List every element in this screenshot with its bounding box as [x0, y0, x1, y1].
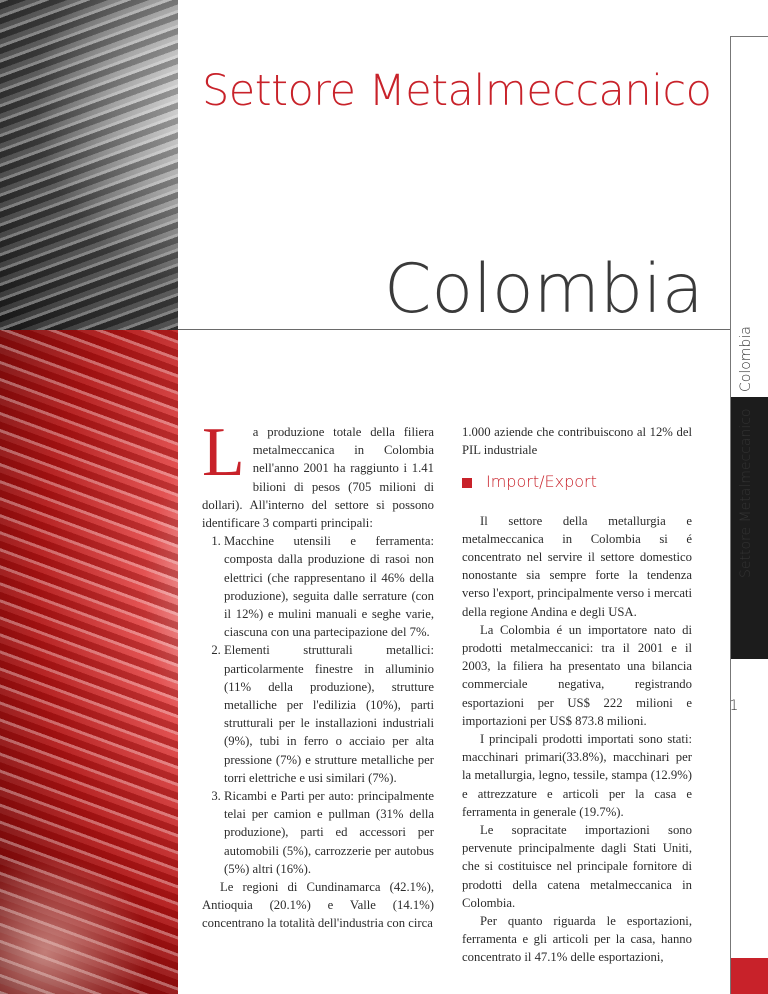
country-title: Colombia: [384, 250, 704, 329]
section-title: Import/Export: [486, 472, 597, 492]
side-tab-marker: [731, 958, 768, 994]
drop-cap: L: [202, 414, 245, 491]
paragraph: Per quanto riguarda le esportazioni, ferramenta e gli articoli per la casa, hanno concentrato il 47.1% delle esportazioni,: [462, 914, 692, 965]
side-sector-label: Settore Metalmeccanico: [738, 408, 754, 578]
turbine-photo-bottom: [0, 330, 178, 994]
regions-paragraph: Le regioni di Cundinamarca (42.1%), Antioquia (20.1%) e Valle (14.1%) concentrano la totalità dell'industria con circa: [202, 880, 434, 931]
paragraph: La Colombia é un importatore nato di prodotti metalmeccanici: tra il 2001 e il 2003, la filiera ha presentato una bilancia commerciale negativa, registrando esportazioni per US$ 222 milioni e importazioni per US$ 873.8 milioni.: [462, 622, 692, 728]
side-country-label: Colombia: [738, 326, 754, 392]
article-column-right: [462, 423, 692, 967]
page-title: Settore Metalmeccanico: [202, 66, 712, 116]
paragraph: Le sopracitate importazioni sono pervenute principalmente dagli Stati Uniti, che si costituisce nel principale fornitore di prodotti della catena metalmeccanica in Colombia.: [462, 823, 692, 910]
turbine-photo-top: [0, 0, 178, 330]
paragraph: Il settore della metallurgia e metalmeccanica in Colombia si é concentrato nel servire il settore domestico nonostante sia sempre forte la tendenza verso l'export, principalmente verso i mercati della regione Andina e degli USA.: [462, 513, 692, 619]
page-number: 1: [729, 698, 739, 714]
regions-paragraph-continued: 1.000 aziende che contribuiscono al 12% del PIL industriale: [462, 425, 692, 458]
list-item: 3. Ricambi e Parti per auto: principalmente telai per camion e pullman (31% della produzione), parti ed accessori per automobili (5%), carrozzerie per autobus (5%) altri (16%).: [224, 787, 434, 878]
sector-list: [202, 532, 434, 878]
list-item: 1. Macchine utensili e ferramenta: composta dalla produzione di rasoi non elettrici (che rappresentano il 46% della produzione), seguita dalle serrature (con il 12%) e mulini manuali e seghe varie, ciascuna con una partecipazione del 7%.: [224, 532, 434, 641]
list-item: 2. Elementi strutturali metallici: particolarmente finestre in alluminio (11% della produzione), strutture metalliche per l'edilizia (10%), parti strutturali per le installazioni industriali (9%), tubi in ferro o acciaio per alta pressione (7%) e strutture metalliche per torri elettriche e usi similari (7%).: [224, 641, 434, 787]
article-column-left: [202, 414, 434, 933]
header-divider: [178, 329, 731, 330]
section-heading: [462, 473, 692, 491]
square-bullet-icon: [462, 478, 472, 488]
intro-paragraph: [202, 414, 434, 532]
intro-text: a produzione totale della filiera metalmeccanica in Colombia nell'anno 2001 ha raggiunto i 1.41 bilioni di pesos (705 milioni di dollari). All'interno del settore si possono identificare 3 comparti principali:: [202, 425, 434, 531]
paragraph: I principali prodotti importati sono stati: macchinari primari(33.8%), macchinari per la metallurgia, legno, tessile, stampa (12.9%) e attrezzature e articoli per la casa e ferramenta in generale (19.7%).: [462, 732, 692, 819]
